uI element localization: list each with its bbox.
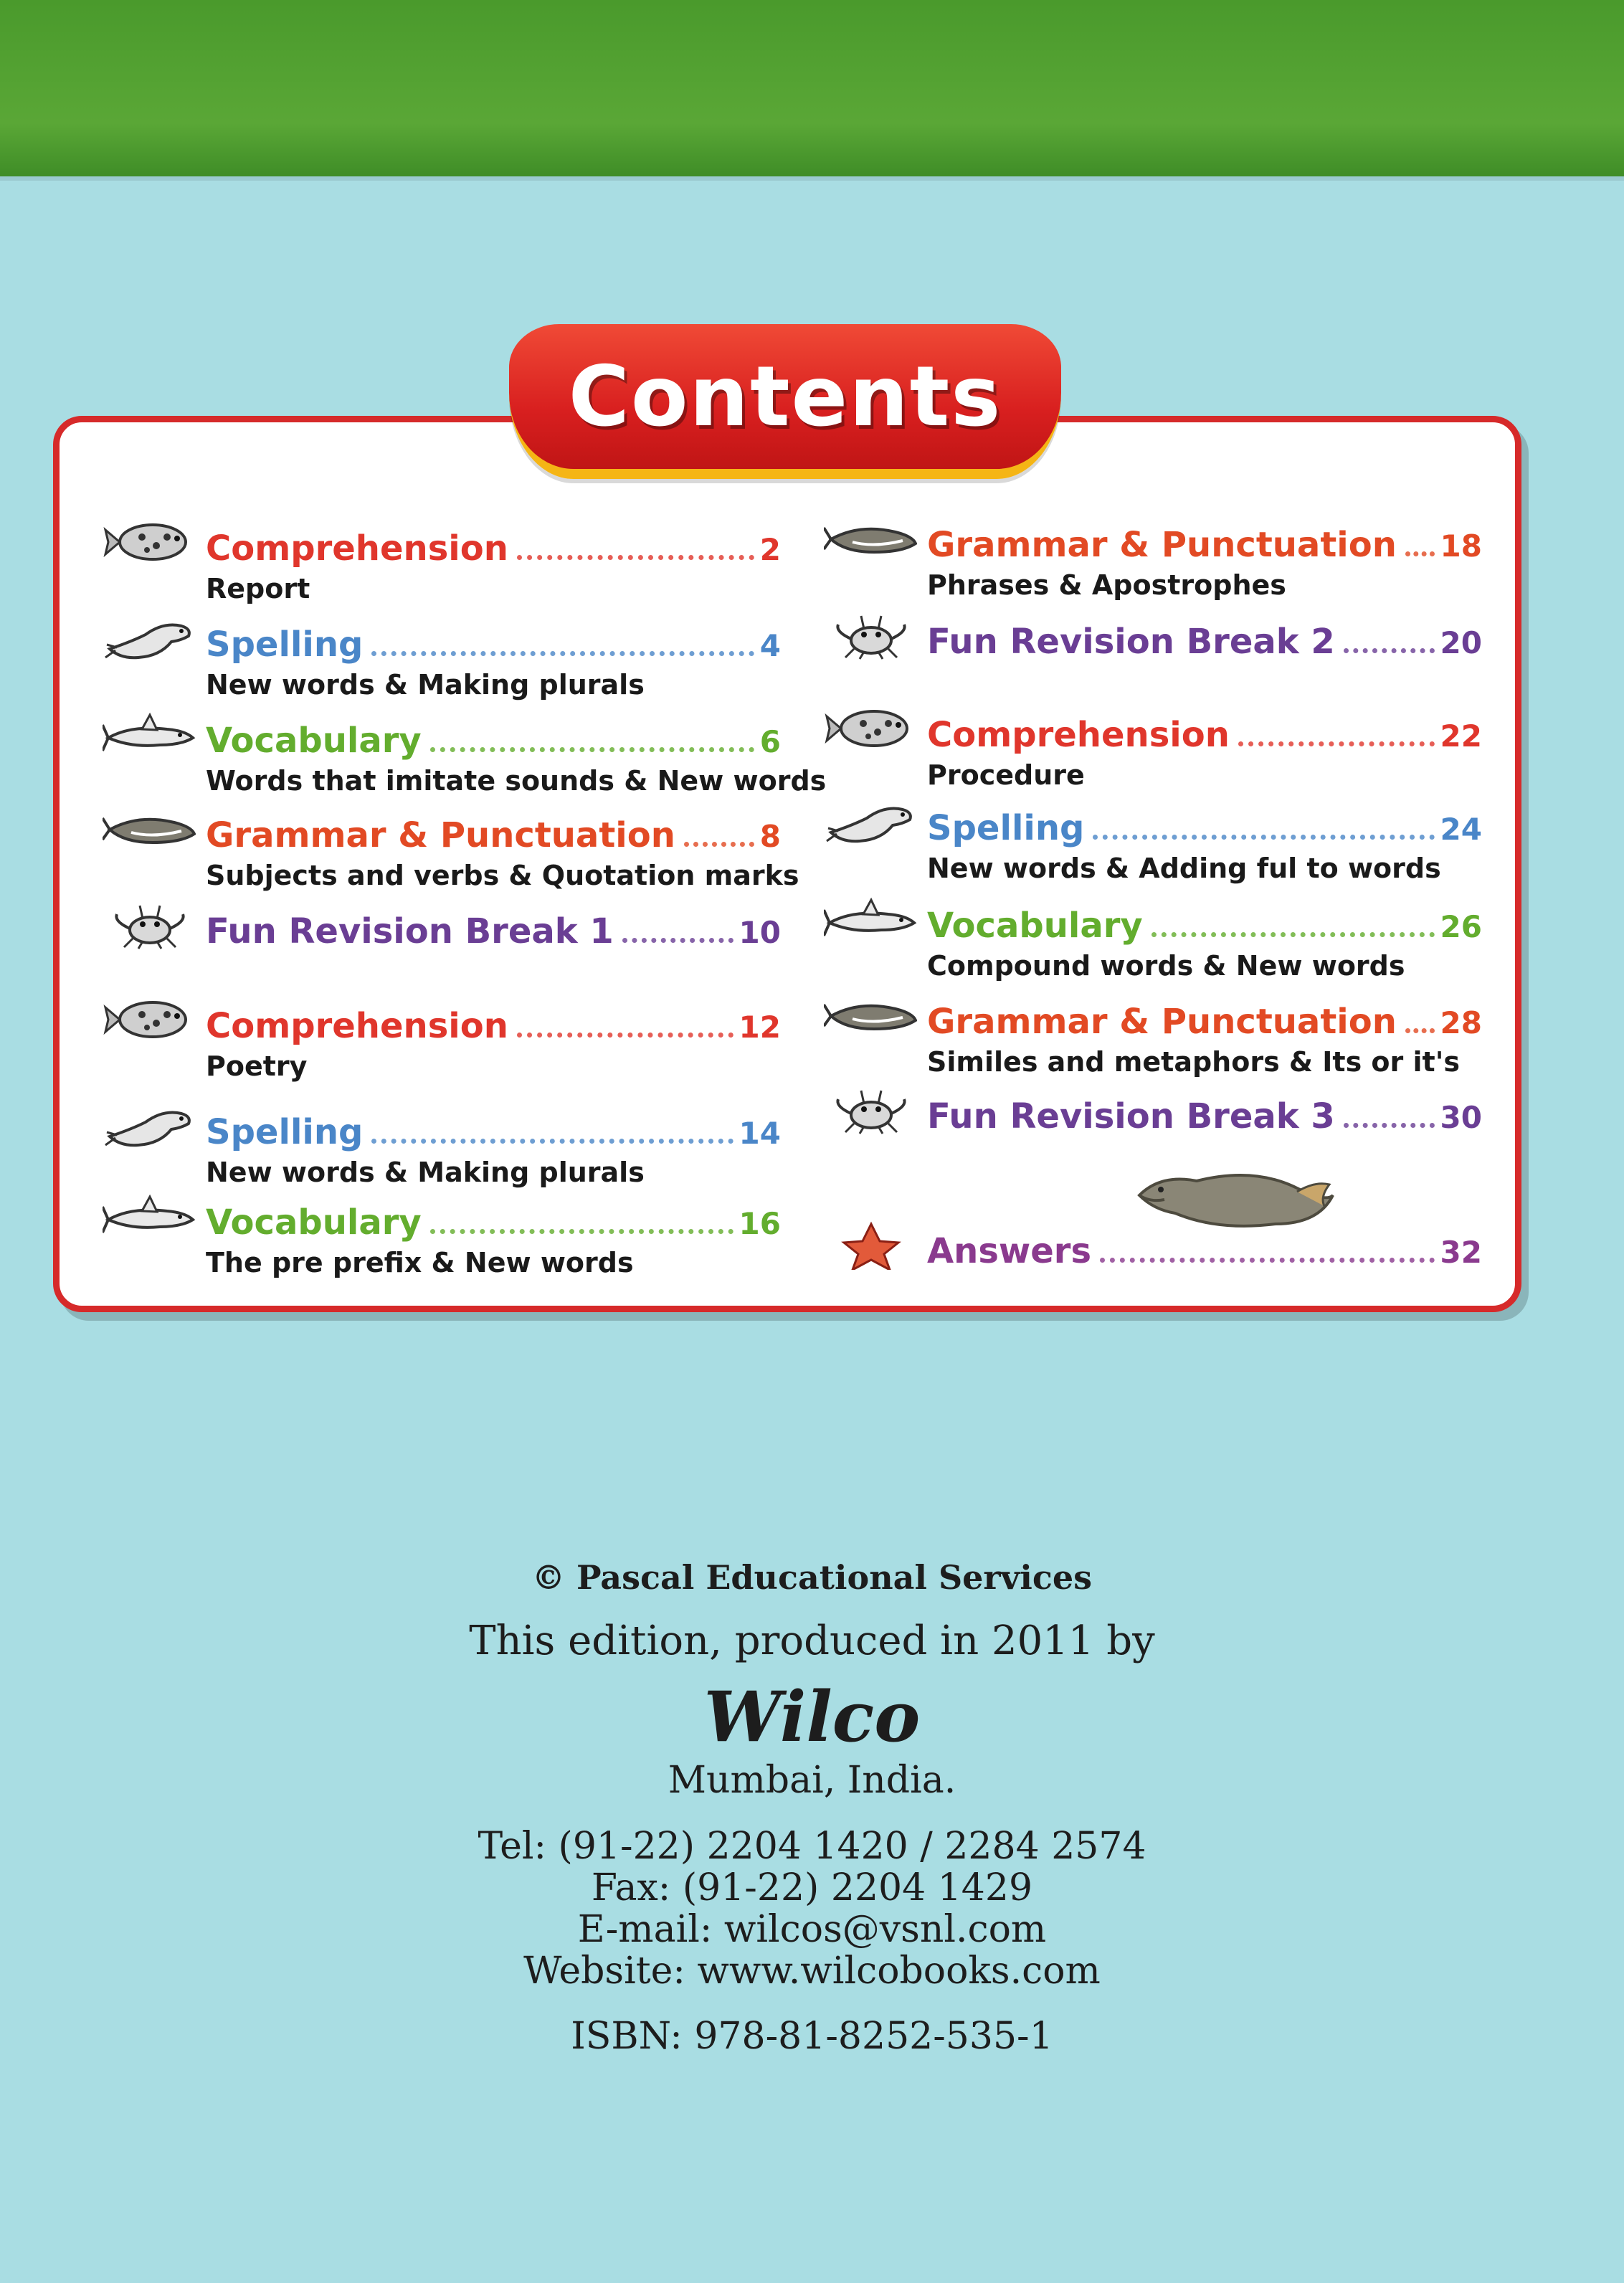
whale-icon: [824, 990, 917, 1040]
entry-subtitle: Phrases & Apostrophes: [927, 569, 1286, 601]
entry-page-number: 20: [1440, 625, 1482, 660]
dot-leader: [371, 1139, 733, 1144]
entry-title-line: [206, 810, 781, 855]
entry-page-number: 22: [1440, 718, 1482, 754]
contents-entry[interactable]: [103, 1197, 781, 1290]
contents-entry[interactable]: [103, 810, 799, 903]
entry-page-number: 18: [1440, 528, 1482, 564]
seal-icon: [103, 613, 196, 663]
entry-subtitle: Report: [206, 573, 310, 604]
entry-title-line: [927, 900, 1482, 946]
entry-page-number: 28: [1440, 1005, 1482, 1040]
imprint-block: [0, 1556, 1624, 2058]
contents-entry[interactable]: [824, 802, 1482, 896]
entry-title: Fun Revision Break 1: [206, 911, 614, 951]
dot-leader: [371, 651, 754, 656]
dot-leader: [430, 1229, 733, 1234]
starfish-icon: [824, 1220, 917, 1270]
entry-title-line: [206, 1197, 781, 1243]
fax-line: Fax: (91-22) 2204 1429: [591, 1866, 1033, 1909]
entry-title-line: [927, 519, 1482, 565]
dot-leader: [1405, 551, 1435, 556]
publisher-location: Mumbai, India.: [668, 1759, 956, 1802]
dot-leader: [517, 1033, 733, 1038]
entry-title: Answers: [927, 1231, 1092, 1271]
contents-entry[interactable]: [824, 709, 1482, 802]
edition-line: This edition, produced in 2011 by: [469, 1618, 1155, 1664]
dot-leader: [1405, 1028, 1435, 1033]
top-green-band: [0, 0, 1624, 176]
dot-leader: [1344, 1123, 1435, 1128]
entry-title: Grammar & Punctuation: [927, 525, 1397, 565]
contents-entry[interactable]: [103, 1106, 781, 1200]
contents-entry[interactable]: [103, 1000, 781, 1093]
isbn-line: ISBN: 978-81-8252-535-1: [571, 2015, 1053, 2058]
entry-page-number: 16: [739, 1206, 781, 1241]
entry-title-line: [927, 802, 1482, 848]
entry-title: Spelling: [206, 1112, 364, 1152]
entry-page-number: 6: [759, 724, 781, 759]
entry-page-number: 8: [759, 819, 781, 854]
entry-title-line: [927, 709, 1482, 755]
pufferfish-icon: [103, 995, 196, 1045]
entry-subtitle: New words & Making plurals: [206, 1157, 645, 1188]
dot-leader: [1100, 1258, 1435, 1263]
dot-leader: [430, 747, 754, 752]
contents-entry[interactable]: [103, 619, 781, 712]
entry-title: Vocabulary: [927, 906, 1143, 946]
telephone-line: Tel: (91-22) 2204 1420 / 2284 2574: [478, 1825, 1146, 1868]
shark-icon: [103, 709, 196, 759]
contents-entry[interactable]: [824, 616, 1482, 709]
entry-title: Vocabulary: [206, 721, 422, 761]
entry-page-number: 4: [759, 628, 781, 663]
whale-icon: [103, 804, 196, 854]
entry-subtitle: The pre prefix & New words: [206, 1247, 634, 1278]
dot-leader: [1151, 932, 1435, 937]
entry-title-line: [206, 906, 781, 951]
seal-icon: [824, 797, 917, 847]
email-line: E-mail: wilcos@vsnl.com: [577, 1908, 1047, 1951]
entry-title: Fun Revision Break 3: [927, 1096, 1335, 1136]
entry-title-line: [206, 523, 781, 569]
entry-title: Grammar & Punctuation: [206, 815, 675, 855]
entry-page-number: 26: [1440, 909, 1482, 944]
whale-icon: [824, 513, 917, 564]
entry-title-line: [206, 1106, 781, 1152]
contents-card: [53, 416, 1521, 1312]
entry-page-number: 32: [1440, 1235, 1482, 1270]
contents-entry[interactable]: [824, 519, 1482, 612]
contents-title: Contents: [568, 348, 1002, 445]
entry-title-line: [927, 616, 1482, 662]
entry-title: Fun Revision Break 2: [927, 622, 1335, 662]
crab-icon: [824, 1085, 917, 1135]
seal-icon: [103, 1101, 196, 1151]
contents-entry[interactable]: [103, 906, 781, 999]
entry-page-number: 30: [1440, 1100, 1482, 1135]
contact-details: [0, 1826, 1624, 1992]
entry-page-number: 14: [739, 1116, 781, 1151]
dot-leader: [517, 555, 754, 560]
dot-leader: [622, 938, 733, 943]
copyright-line: © Pascal Educational Services: [531, 1558, 1093, 1597]
contents-entry[interactable]: [103, 523, 781, 616]
contents-entry[interactable]: [103, 715, 827, 808]
contents-entry[interactable]: [824, 996, 1482, 1089]
shark-icon: [103, 1191, 196, 1241]
contents-banner: [509, 324, 1061, 479]
entry-title: Grammar & Punctuation: [927, 1002, 1397, 1042]
seal-illustration-icon: [1132, 1152, 1340, 1238]
entry-subtitle: Words that imitate sounds & New words: [206, 765, 827, 797]
entry-title: Vocabulary: [206, 1202, 422, 1243]
pufferfish-icon: [103, 517, 196, 567]
entry-page-number: 2: [759, 532, 781, 567]
entry-title-line: [206, 619, 781, 665]
dot-leader: [684, 842, 754, 847]
entry-subtitle: Subjects and verbs & Quotation marks: [206, 860, 799, 891]
publisher-logo: Wilco: [703, 1676, 921, 1757]
entry-page-number: 10: [739, 915, 781, 950]
entry-title-line: [206, 1000, 781, 1046]
entry-subtitle: Procedure: [927, 759, 1085, 791]
entry-subtitle: Compound words & New words: [927, 950, 1405, 982]
dot-leader: [1344, 648, 1435, 653]
entry-title-line: [927, 996, 1482, 1042]
pufferfish-icon: [824, 703, 917, 754]
entry-subtitle: Similes and metaphors & Its or it's: [927, 1046, 1460, 1078]
crab-icon: [103, 900, 196, 950]
entry-title: Comprehension: [206, 528, 508, 569]
entry-subtitle: New words & Adding ful to words: [927, 853, 1441, 884]
entry-title-line: [206, 715, 781, 761]
entry-title: Comprehension: [206, 1006, 508, 1046]
contents-entry[interactable]: [824, 1225, 1482, 1319]
website-line: Website: www.wilcobooks.com: [523, 1950, 1101, 1993]
entry-subtitle: New words & Making plurals: [206, 669, 645, 701]
entry-page-number: 24: [1440, 812, 1482, 847]
contents-entry[interactable]: [824, 900, 1482, 993]
entry-title-line: [927, 1091, 1482, 1136]
crab-icon: [824, 610, 917, 660]
entry-title: Spelling: [927, 808, 1085, 848]
entry-subtitle: Poetry: [206, 1050, 308, 1082]
dot-leader: [1093, 835, 1434, 840]
entry-title: Comprehension: [927, 715, 1230, 755]
entry-page-number: 12: [739, 1010, 781, 1045]
entry-title: Spelling: [206, 625, 364, 665]
dot-leader: [1238, 741, 1435, 746]
shark-icon: [824, 894, 917, 944]
